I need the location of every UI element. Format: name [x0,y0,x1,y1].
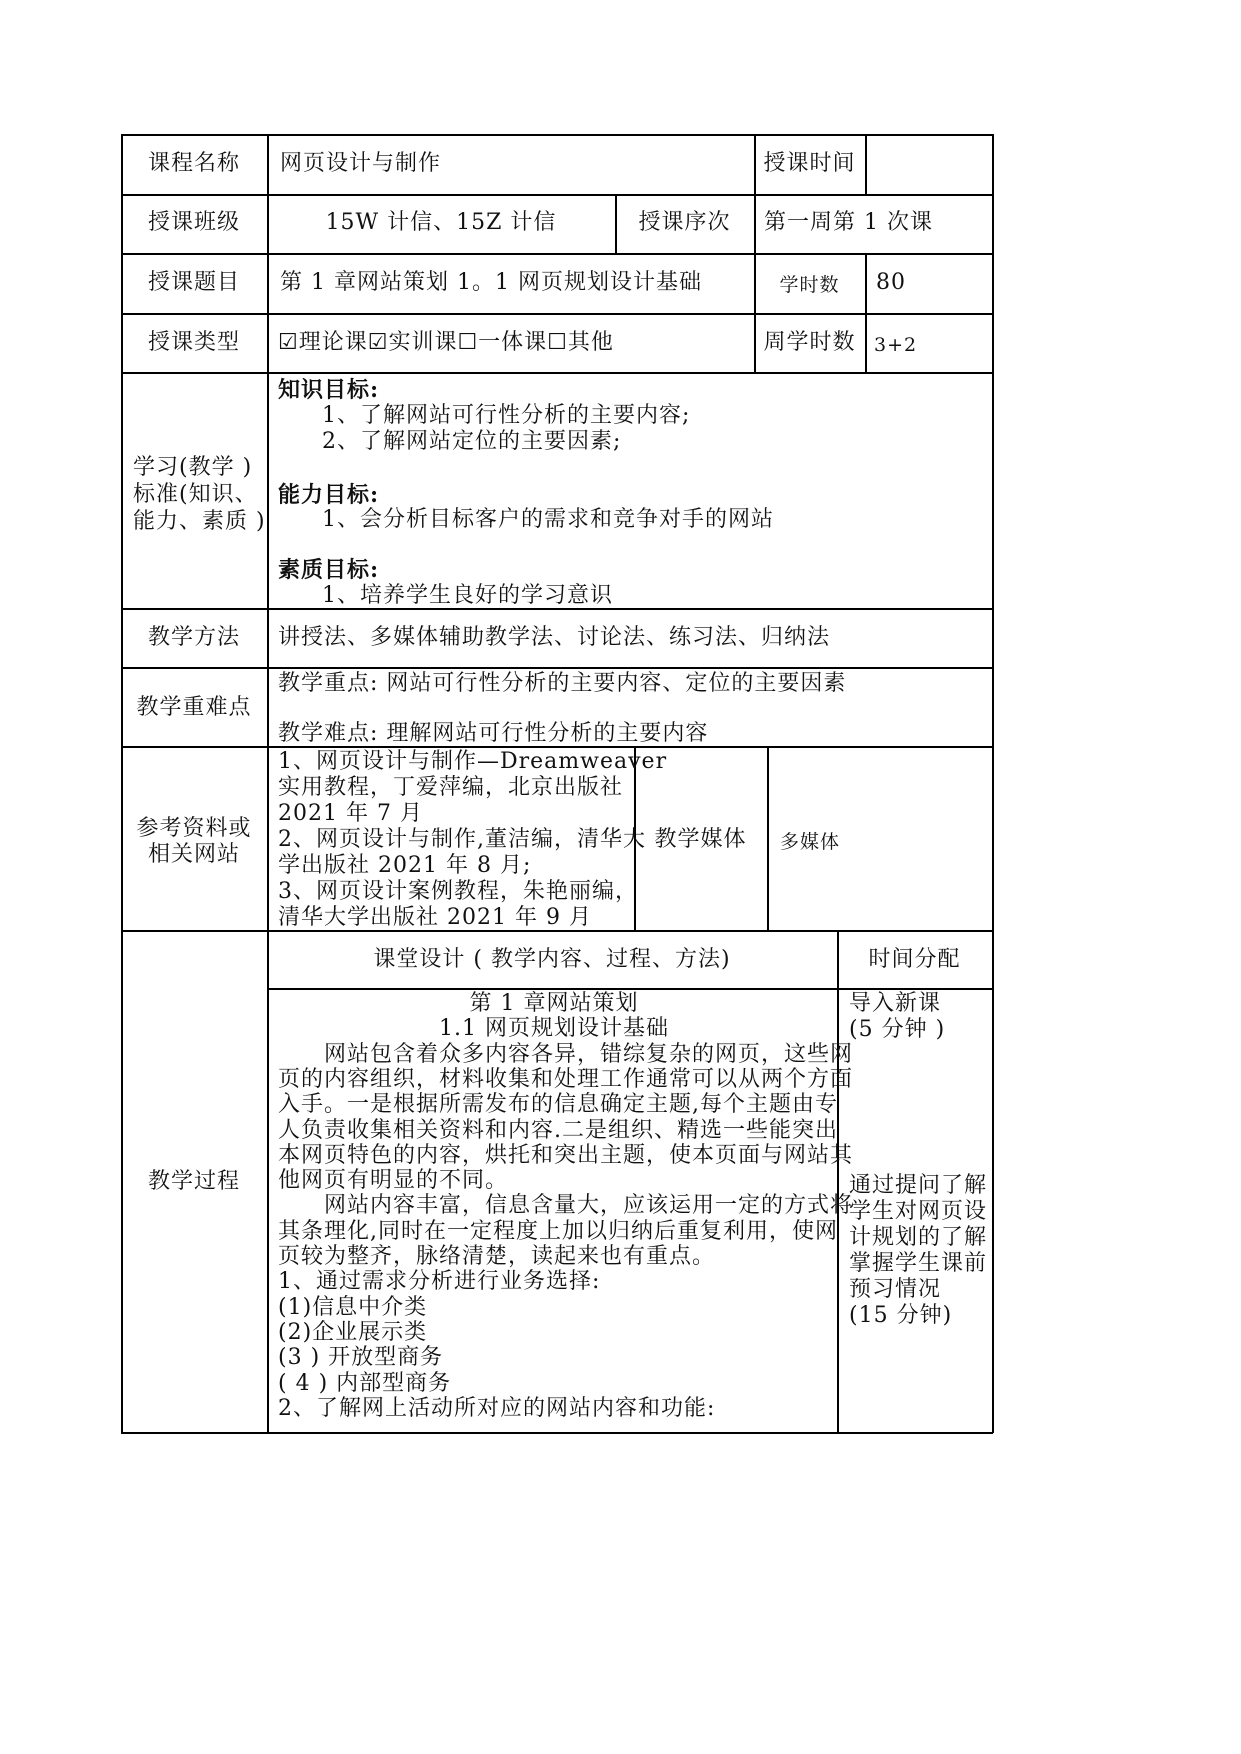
type-value: ☑理论课☑实训课☐一体课☐其他 [278,330,614,355]
lesson-content-line: 入手。一是根据所需发布的信息确定主题,每个主题由专 [278,1092,838,1118]
table-rule [121,667,993,669]
table-rule [121,313,993,315]
course-name-label: 课程名称 [147,151,240,176]
references-label-line: 相关网站 [147,842,240,867]
lesson-content-line: 网站内容丰富，信息含量大，应该运用一定的方式将 [278,1193,854,1219]
key-point: 教学重点: 网站可行性分析的主要内容、定位的主要因素 [278,671,847,696]
quality-goal-item: 1、培养学生良好的学习意识 [322,583,613,608]
lesson-content-line: 第 1 章网站策划 [469,991,639,1016]
table-rule [121,372,993,374]
table-rule [121,1432,993,1434]
sequence-value: 第一周第 1 次课 [764,210,933,235]
lesson-content-line: 网站包含着众多内容各异，错综复杂的网页，这些网 [278,1041,854,1067]
knowledge-goal-item: 2、了解网站定位的主要因素; [322,429,622,454]
method-label: 教学方法 [147,625,240,650]
table-rule [121,194,993,196]
media-value: 多媒体 [780,831,841,853]
lesson-content-line: 本网页特色的内容，烘托和突出主题，使本页面与网站其 [278,1142,854,1168]
lesson-content-line: 2、了解网上活动所对应的网站内容和功能: [278,1395,716,1421]
topic-label: 授课题目 [147,270,240,295]
time-note-line: 掌握学生课前 [849,1251,988,1276]
lesson-content-line: 1.1 网页规划设计基础 [439,1016,669,1042]
references-label-line: 参考资料或 [136,816,252,841]
table-rule [992,134,994,1433]
time-note-line: 导入新课 [849,991,942,1016]
design-header: 课堂设计 ( 教学内容、过程、方法) [373,947,731,972]
process-label: 教学过程 [147,1169,240,1194]
reference-line: 学出版社 2021 年 8 月; [278,853,532,878]
lesson-content-line: 其条理化,同时在一定程度上加以归纳后重复利用，使网 [278,1218,838,1244]
topic-value: 第 1 章网站策划 1。1 网页规划设计基础 [280,270,702,295]
weekly-hours-value: 3+2 [874,334,918,356]
time-note-line: (15 分钟) [849,1303,953,1328]
time-note-line: 学生对网页设 [849,1199,988,1224]
lesson-content-line: 1、通过需求分析进行业务选择: [278,1269,601,1295]
time-note-line: (5 分钟 ) [849,1017,946,1042]
lesson-content-line: (3 ) 开放型商务 [278,1345,444,1371]
sequence-label: 授课序次 [638,210,731,235]
table-rule [865,253,867,372]
difficult-point: 教学难点: 理解网站可行性分析的主要内容 [278,721,709,746]
knowledge-goal-title: 知识目标: [278,377,380,403]
table-rule [121,253,993,255]
reference-line: 清华大学出版社 2021 年 9 月 [278,905,592,930]
media-label: 教学媒体 [654,827,747,852]
reference-line: 2021 年 7 月 [278,801,423,826]
method-value: 讲授法、多媒体辅助教学法、讨论法、练习法、归纳法 [278,625,831,650]
lesson-content-line: 页的内容组织，材料收集和处理工作通常可以从两个方面 [278,1066,854,1092]
standards-label-line: 标准(知识、 [133,482,258,507]
time-note-line: 通过提问了解 [849,1173,988,1198]
hours-value: 80 [876,270,906,295]
reference-line: 1、网页设计与制作—Dreamweaver [278,749,668,774]
table-rule [121,134,993,136]
lesson-content-line: 他网页有明显的不同。 [278,1168,509,1194]
lesson-content-line: 人负责收集相关资料和内容.二是组织、精选一些能突出 [278,1117,838,1143]
lesson-content-line: (1)信息中介类 [278,1294,428,1320]
lesson-content-line: ( 4 ) 内部型商务 [278,1370,452,1396]
weekly-hours-label: 周学时数 [763,330,856,355]
table-rule [767,746,769,930]
table-rule [837,930,839,1432]
type-label: 授课类型 [147,330,240,355]
keypoints-label: 教学重难点 [136,695,252,720]
table-rule [865,134,867,194]
standards-label-line: 学习(教学 ) [133,455,253,480]
lesson-content-line: 页较为整齐，脉络清楚，读起来也有重点。 [278,1244,716,1269]
quality-goal-title: 素质目标: [278,557,380,583]
teach-time-label: 授课时间 [763,151,856,176]
reference-line: 3、网页设计案例教程，朱艳丽编， [278,879,638,904]
ability-goal-title: 能力目标: [278,482,380,508]
time-note-line: 计规划的了解 [849,1225,988,1250]
knowledge-goal-item: 1、了解网站可行性分析的主要内容; [322,403,691,428]
lesson-content-line: (2)企业展示类 [278,1319,428,1345]
hours-label: 学时数 [779,274,840,296]
time-note-line: 预习情况 [849,1277,942,1302]
time-header: 时间分配 [868,947,961,972]
class-value: 15W 计信、15Z 计信 [325,210,557,235]
standards-label-line: 能力、素质 ) [133,509,266,534]
class-label: 授课班级 [147,210,240,235]
reference-line: 2、网页设计与制作,董洁编，清华大 [278,827,646,852]
course-name-value: 网页设计与制作 [280,151,442,176]
reference-line: 实用教程，丁爱萍编，北京出版社 [278,775,624,800]
table-rule [267,134,269,1433]
ability-goal-item: 1、会分析目标客户的需求和竞争对手的网站 [322,507,774,532]
table-rule [754,194,756,253]
